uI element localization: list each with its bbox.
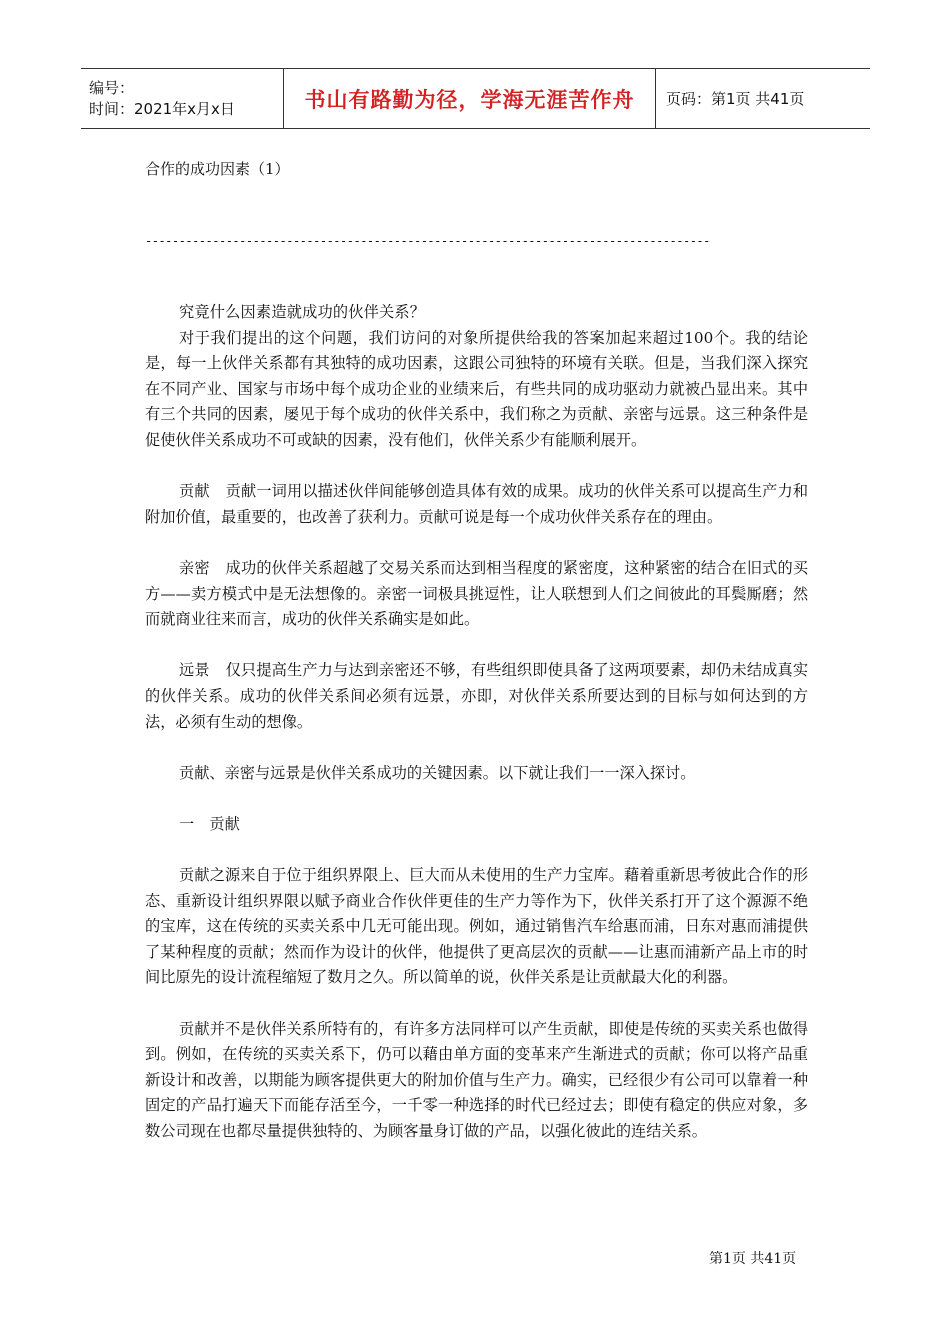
- header-page-cell: [656, 69, 870, 128]
- header-motto-cell: [283, 69, 656, 128]
- paragraph-vision: [145, 658, 808, 735]
- header-page-label: 页码：第1页 共41页: [666, 90, 805, 108]
- page-header: [81, 68, 870, 129]
- header-motto: 书山有路勤为径，学海无涯苦作舟: [304, 87, 635, 112]
- paragraph-not-unique: 贡献并不是伙伴关系所特有的，有许多方法同样可以产生贡献，即使是传统的买卖关系也做得到。例如，在传统的买卖关系下，仍可以藉由单方面的变革来产生渐进式的贡献；你可以将产品重新设计和改善，以期能为顾客提供更大的附加价值与生产力。确实，已经很少有公司可以靠着一种固定的产品打遍天下而能存活至今，一千零一种选择的时代已经过去；即使有稳定的供应对象，多数公司现在也都尽量提供独特的、为顾客量身订做的产品，以强化彼此的连结关系。: [145, 1019, 808, 1140]
- dashed-divider: ------------------------------------------------------------------------------------: [145, 234, 710, 248]
- section-heading-contribution: 一 贡献: [179, 814, 240, 833]
- label-contribution: 贡献: [179, 482, 210, 501]
- paragraph-contribution-text: 贡献一词用以描述伙伴间能够创造具体有效的成果。成功的伙伴关系可以提高生产力和附加价值，最重要的，也改善了获利力。贡献可说是每一个成功伙伴关系存在的理由。: [145, 482, 809, 526]
- paragraph-intimacy: [145, 556, 808, 633]
- paragraph-question: 究竟什么因素造就成功的伙伴关系？: [179, 303, 426, 321]
- paragraph-source: 贡献之源来自于位于组织界限上、巨大而从未使用的生产力宝库。藉着重新思考彼此合作的形态、重新设计组织界限以赋予商业合作伙伴更佳的生产力等作为下，伙伴关系打开了这个源源不绝的宝库，这在传统的买卖关系中几无可能出现。例如，通过销售汽车给惠而浦，日东对惠而浦提供了某种程度的贡献；然而作为设计的伙伴，他提供了更高层次的贡献——让惠而浦新产品上市的时间比原先的设计流程缩短了数月之久。所以简单的说，伙伴关系是让贡献最大化的利器。: [145, 866, 808, 987]
- label-vision: 远景: [179, 661, 210, 680]
- paragraph-intimacy-text: 成功的伙伴关系超越了交易关系而达到相当程度的紧密度，这种紧密的结合在旧式的买方——卖方模式中是无法想像的。亲密一词极具挑逗性，让人联想到人们之间彼此的耳鬓厮磨；然而就商业往来而言，成功的伙伴关系确实是如此。: [145, 558, 809, 629]
- label-intimacy: 亲密: [179, 558, 210, 577]
- document-body: [145, 300, 808, 1145]
- page-footer: 第1页 共41页: [709, 1251, 797, 1267]
- paragraph-contribution: [145, 479, 808, 530]
- paragraph-vision-text: 仅只提高生产力与达到亲密还不够，有些组织即使具备了这两项要素，却仍未结成真实的伙伴关系。成功的伙伴关系间必须有远景，亦即，对伙伴关系所要达到的目标与如何达到的方法，必须有生动的想像。: [145, 661, 809, 731]
- document-title: 合作的成功因素（1）: [145, 160, 290, 178]
- time-label: 时间：2021年x月x日: [89, 99, 235, 118]
- code-label: 编号：: [89, 78, 135, 97]
- paragraph-summary: 贡献、亲密与远景是伙伴关系成功的关键因素。以下就让我们一一深入探讨。: [179, 763, 696, 782]
- paragraph-intro: 对于我们提出的这个问题，我们访问的对象所提供给我的答案加起来超过100个。我的结论是，每一上伙伴关系都有其独特的成功因素，这跟公司独特的环境有关联。但是，当我们深入探究在不同产业、国家与市场中每个成功企业的业绩来后，有些共同的成功驱动力就被凸显出来。其中有三个共同的因素，屡见于每个成功的伙伴关系中，我们称之为贡献、亲密与远景。这三种条件是促使伙伴关系成功不可或缺的因素，没有他们，伙伴关系少有能顺利展开。: [145, 328, 808, 449]
- header-meta: [81, 69, 283, 128]
